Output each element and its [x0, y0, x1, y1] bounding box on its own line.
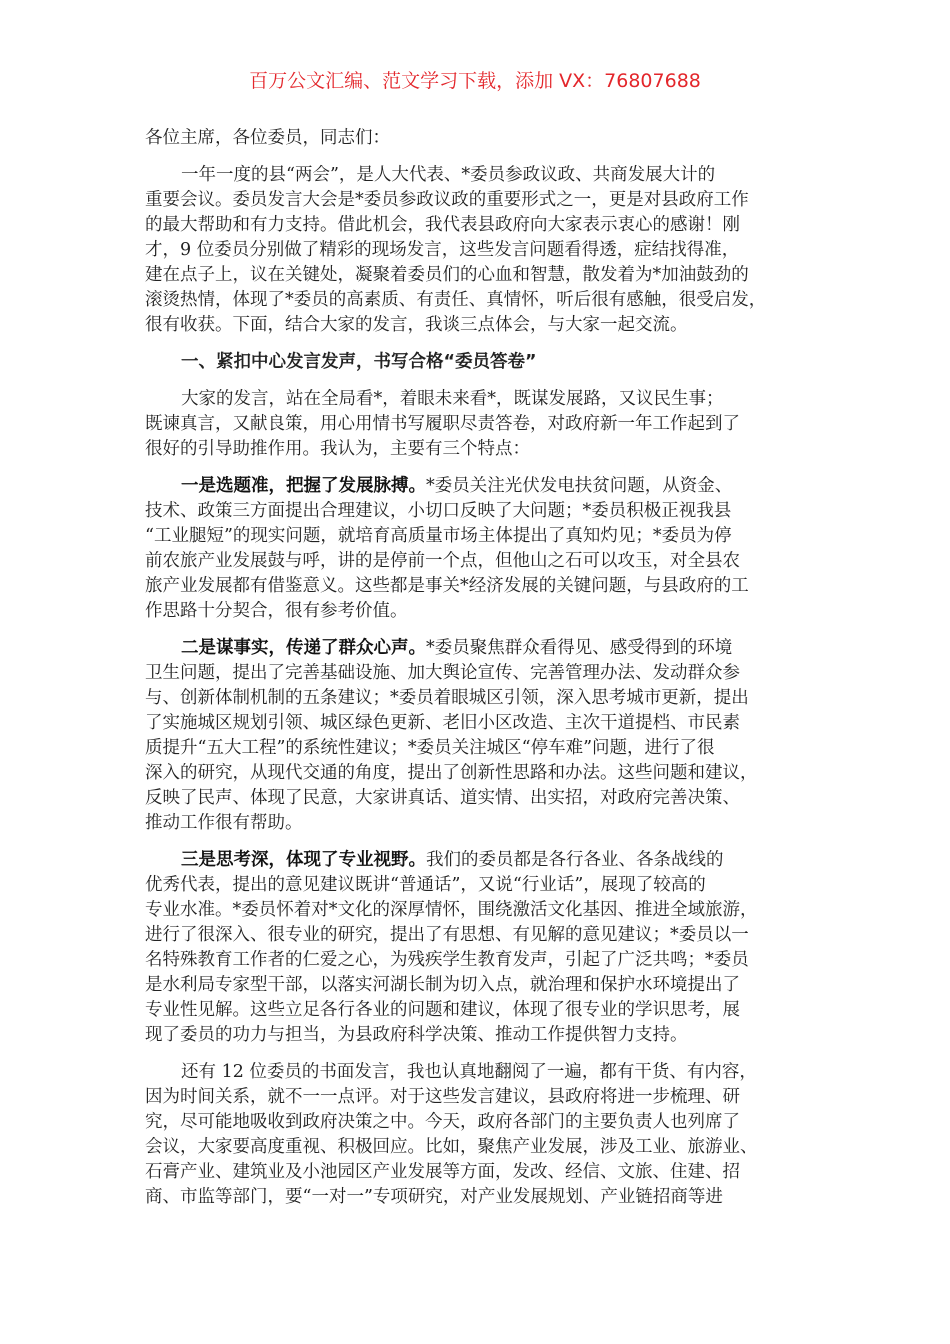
text-line — [145, 288, 825, 313]
paragraph-lead: 三是思考深，体现了专业视野。 — [181, 850, 426, 870]
line-text: 究，尽可能地吸收到政府决策之中。今天，政府各部门的主要负责人也列席了 — [145, 1112, 740, 1132]
text-line — [145, 524, 825, 549]
text-line — [145, 313, 825, 338]
text-line — [145, 238, 825, 263]
line-text: 会议，大家要高度重视、积极回应。比如，聚焦产业发展，涉及工业、旅游业、 — [145, 1137, 758, 1157]
text-line — [145, 1085, 825, 1110]
text-line — [145, 973, 825, 998]
text-line — [145, 811, 825, 836]
text-line — [145, 1160, 825, 1185]
line-text: 专业水准。*委员怀着对*文化的深厚情怀，围绕激活文化基因、推进全域旅游， — [145, 900, 758, 920]
line-text: 我们的委员都是各行各业、各条战线的 — [426, 850, 724, 870]
line-text: 大家的发言，站在全局看*，着眼未来看*，既谋发展路，又议民生事； — [181, 389, 724, 409]
text-line — [145, 686, 825, 711]
line-text: 进行了很深入、很专业的研究，提出了有思想、有见解的意见建议；*委员以一 — [145, 925, 749, 945]
line-text: 滚烫热情，体现了*委员的高素质、有责任、真情怀，听后很有感触，很受启发， — [145, 290, 767, 310]
line-text: 石膏产业、建筑业及小池园区产业发展等方面，发改、经信、文旅、住建、招 — [145, 1162, 740, 1182]
text-line — [145, 474, 825, 499]
line-text: 了实施城区规划引领、城区绿色更新、老旧小区改造、主次干道提档、市民素 — [145, 713, 740, 733]
line-text: 作思路十分契合，很有参考价值。 — [145, 601, 408, 621]
text-line — [145, 574, 825, 599]
watermark-banner: 百万公文汇编、范文学习下载，添加 VX：76807688 — [249, 70, 701, 92]
paragraph-lead: 一是选题准，把握了发展脉搏。 — [181, 476, 426, 496]
paragraph — [145, 1060, 825, 1210]
line-text: 才，9 位委员分别做了精彩的现场发言，这些发言问题看得透，症结找得准， — [145, 240, 740, 260]
text-line — [145, 437, 825, 462]
text-line — [145, 213, 825, 238]
line-text: 还有 12 位委员的书面发言，我也认真地翻阅了一遍，都有干货、有内容， — [181, 1062, 757, 1082]
text-line — [145, 1185, 825, 1210]
text-line — [145, 387, 825, 412]
greeting: 各位主席，各位委员，同志们： — [145, 128, 390, 148]
text-line — [145, 499, 825, 524]
line-text: 质提升“五大工程”的系统性建议；*委员关注城区“停车难”问题，进行了很 — [145, 738, 715, 758]
line-text: 很有收获。下面，结合大家的发言，我谈三点体会，与大家一起交流。 — [145, 315, 688, 335]
text-line — [145, 998, 825, 1023]
line-text: 因为时间关系，就不一一点评。对于这些发言建议，县政府将进一步梳理、研 — [145, 1087, 740, 1107]
text-line — [145, 599, 825, 624]
text-line — [145, 736, 825, 761]
line-text: 反映了民声、体现了民意，大家讲真话、道实情、出实招，对政府完善决策、 — [145, 788, 740, 808]
paragraph — [145, 636, 825, 836]
text-line — [145, 1110, 825, 1135]
paragraph — [145, 163, 825, 338]
text-line — [145, 1023, 825, 1048]
text-line — [145, 898, 825, 923]
line-text: 专业性见解。这些立足各行各业的问题和建议，体现了很专业的学识思考，展 — [145, 1000, 740, 1020]
text-line — [145, 873, 825, 898]
text-line — [145, 636, 825, 661]
line-text: 建在点子上，议在关键处，凝聚着委员们的心血和智慧，散发着为*加油鼓劲的 — [145, 265, 749, 285]
line-text: 现了委员的功力与担当，为县政府科学决策、推动工作提供智力支持。 — [145, 1025, 688, 1045]
line-text: 与、创新体制机制的五条建议；*委员着眼城区引领，深入思考城市更新，提出 — [145, 688, 749, 708]
line-text: 卫生问题，提出了完善基础设施、加大舆论宣传、完善管理办法、发动群众参 — [145, 663, 740, 683]
paragraph — [145, 474, 825, 624]
line-text: “工业腿短”的现实问题，就培育高质量市场主体提出了真知灼见；*委员为停 — [145, 526, 732, 546]
line-text: 推动工作很有帮助。 — [145, 813, 303, 833]
text-line — [145, 163, 825, 188]
paragraph-lead: 二是谋事实，传递了群众心声。 — [181, 638, 426, 658]
line-text: 既谏真言，又献良策，用心用情书写履职尽责答卷，对政府新一年工作起到了 — [145, 414, 740, 434]
text-line — [145, 848, 825, 873]
line-text: 旅产业发展都有借鉴意义。这些都是事关*经济发展的关键问题，与县政府的工 — [145, 576, 749, 596]
text-line — [145, 263, 825, 288]
line-text: 优秀代表，提出的意见建议既讲“普通话”，又说“行业话”，展现了较高的 — [145, 875, 706, 895]
text-line — [145, 1060, 825, 1085]
line-text: 很好的引导助推作用。我认为，主要有三个特点： — [145, 439, 530, 459]
text-line — [145, 923, 825, 948]
text-line — [145, 549, 825, 574]
line-text: *委员聚焦群众看得见、感受得到的环境 — [426, 638, 733, 658]
line-text: 名特殊教育工作者的仁爱之心，为残疾学生教育发声，引起了广泛共鸣；*委员 — [145, 950, 749, 970]
section-heading: 一、紧扣中心发言发声，书写合格“委员答卷” — [181, 352, 537, 372]
line-text: 商、市监等部门，要“一对一”专项研究，对产业发展规划、产业链招商等进 — [145, 1187, 723, 1207]
text-line — [145, 188, 825, 213]
text-line — [145, 761, 825, 786]
line-text: *委员关注光伏发电扶贫问题，从资金、 — [426, 476, 733, 496]
text-line — [145, 948, 825, 973]
line-text: 深入的研究，从现代交通的角度，提出了创新性思路和办法。这些问题和建议， — [145, 763, 758, 783]
line-text: 前农旅产业发展鼓与呼，讲的是停前一个点，但他山之石可以攻玉，对全县农 — [145, 551, 740, 571]
text-line — [145, 1135, 825, 1160]
line-text: 是水利局专家型干部，以落实河湖长制为切入点，就治理和保护水环境提出了 — [145, 975, 740, 995]
paragraph — [145, 387, 825, 462]
line-text: 技术、政策三方面提出合理建议，小切口反映了大问题；*委员积极正视我县 — [145, 501, 732, 521]
text-line — [145, 711, 825, 736]
paragraph — [145, 848, 825, 1048]
line-text: 重要会议。委员发言大会是*委员参政议政的重要形式之一，更是对县政府工作 — [145, 190, 749, 210]
line-text: 的最大帮助和有力支持。借此机会，我代表县政府向大家表示衷心的感谢！刚 — [145, 215, 740, 235]
text-line — [145, 786, 825, 811]
text-line — [145, 412, 825, 437]
text-line — [145, 661, 825, 686]
document-body — [145, 126, 825, 1222]
line-text: 一年一度的县“两会”，是人大代表、*委员参政议政、共商发展大计的 — [181, 165, 716, 185]
